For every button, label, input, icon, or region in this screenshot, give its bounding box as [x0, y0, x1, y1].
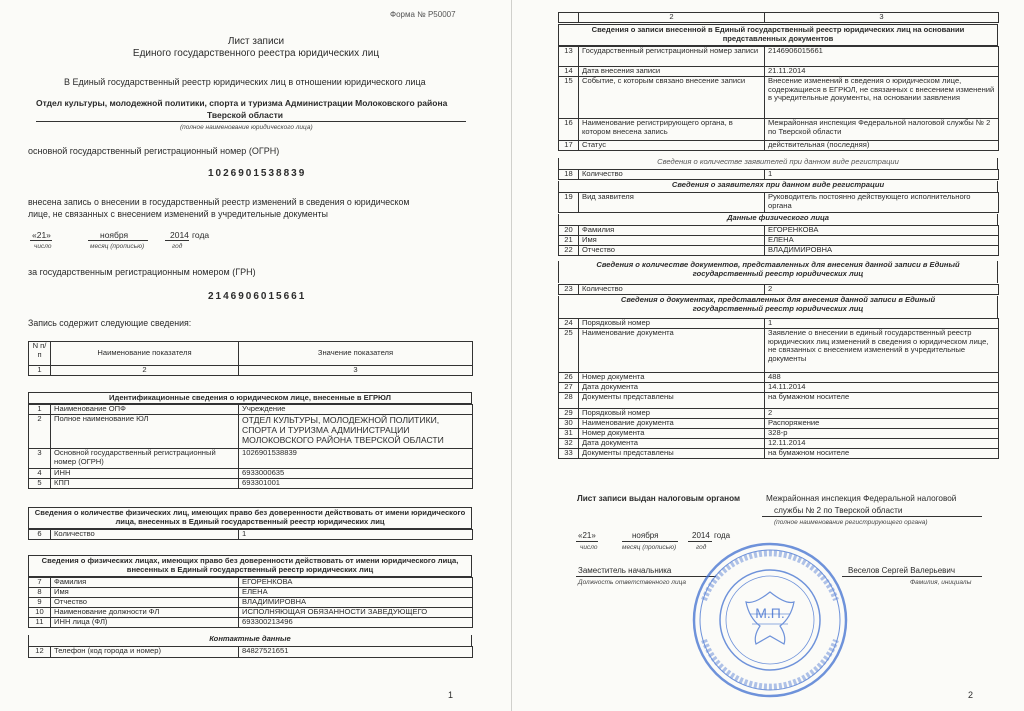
- table-row-value: ЕЛЕНА: [765, 236, 999, 246]
- date-day: «21»: [32, 230, 51, 240]
- table-row-name: Количество: [51, 530, 239, 540]
- table-row-num: 30: [559, 419, 579, 429]
- table-row-num: 12: [29, 647, 51, 658]
- issued-org-underline: [762, 516, 982, 517]
- table-row-value: ЕГОРЕНКОВА: [765, 226, 999, 236]
- table-row-name: Фамилия: [51, 578, 239, 588]
- document-subtitle: Единого государственного реестра юридических лиц: [132, 48, 380, 59]
- table-row-name: Порядковый номер: [579, 409, 765, 419]
- table-row-value: 6933000635: [239, 469, 473, 479]
- rows-e-table: [558, 284, 999, 295]
- table-row-num: 14: [559, 67, 579, 77]
- table-row-name: Наименование ОПФ: [51, 405, 239, 415]
- official-position: Заместитель начальника: [578, 566, 672, 575]
- table-row-num: 1: [29, 405, 51, 415]
- section-applicants: Сведения о заявителях при данном виде регистрации: [558, 181, 998, 192]
- official-name: Веселов Сергей Валерьевич: [848, 566, 956, 575]
- table-row-num: 20: [559, 226, 579, 236]
- table-row-num: 18: [559, 170, 579, 180]
- issued-org-caption: (полное наименование регистрирующего органа): [774, 519, 928, 526]
- table-row-value: 84827521651: [239, 647, 473, 658]
- table-row-value: ЕЛЕНА: [239, 588, 473, 598]
- section-count-applicants: Сведения о количестве заявителей при данном виде регистрации: [558, 158, 998, 169]
- table-row-value: 14.11.2014: [765, 383, 999, 393]
- table-row-name: Дата документа: [579, 439, 765, 449]
- table-row-num: 28: [559, 393, 579, 409]
- table-row-name: ИНН: [51, 469, 239, 479]
- table-row-value: ИСПОЛНЯЮЩАЯ ОБЯЗАННОСТИ ЗАВЕДУЮЩЕГО: [239, 608, 473, 618]
- table-row-name: Документы представлены: [579, 393, 765, 409]
- contains-label: Запись содержит следующие сведения:: [28, 318, 192, 328]
- table-row-value: Распоряжение: [765, 419, 999, 429]
- rows-a-table: [558, 46, 999, 151]
- date-day-caption: число: [34, 243, 52, 250]
- grn-value: 2146906015661: [208, 291, 307, 302]
- col-head-table: [558, 12, 999, 23]
- table-row-num: 24: [559, 319, 579, 329]
- table-row-value: действительная (последняя): [765, 141, 999, 151]
- intro-text: В Единый государственный реестр юридических лиц в отношении юридического лица: [64, 77, 426, 87]
- rows-b-table: [558, 169, 999, 180]
- table-row-num: 7: [29, 578, 51, 588]
- date-day-line: [576, 541, 598, 542]
- date-month-line: [88, 240, 148, 241]
- org-name-line2: Тверской области: [207, 110, 284, 120]
- table-row-value: 2146906015661: [765, 47, 999, 67]
- page-number: 1: [448, 690, 454, 700]
- table-row-value: Межрайонная инспекция Федеральной налоговой службы № 2 по Тверской области: [765, 119, 999, 141]
- table-row-value: ЕГОРЕНКОВА: [239, 578, 473, 588]
- date-day-line: [30, 240, 52, 241]
- table-row-value: 1: [765, 319, 999, 329]
- table-row-name: ИНН лица (ФЛ): [51, 618, 239, 628]
- table-row-name: Отчество: [579, 246, 765, 256]
- official-seal-stamp: [690, 540, 850, 700]
- table-row-name: Фамилия: [579, 226, 765, 236]
- table-row-value: Внесение изменений в сведения о юридическом лице, содержащиеся в ЕГРЮЛ, не связанных с внесением изменений в учредительные документы, на основании заявления: [765, 77, 999, 119]
- table-row-num: 3: [29, 449, 51, 469]
- table-row-value: 1026901538839: [239, 449, 473, 469]
- table-row-num: 31: [559, 429, 579, 439]
- head-table: [28, 341, 473, 376]
- section-person: Данные физического лица: [558, 214, 998, 225]
- table-row-name: Статус: [579, 141, 765, 151]
- table-row-value: ОТДЕЛ КУЛЬТУРЫ, МОЛОДЕЖНОЙ ПОЛИТИКИ, СПОРТА И ТУРИЗМА АДМИНИСТРАЦИИ МОЛОКОВСКОГО РАЙОНА ТВЕРСКОЙ ОБЛАСТИ: [239, 415, 473, 449]
- table-row-num: 33: [559, 449, 579, 459]
- document-title: Лист записи: [227, 36, 285, 47]
- rows-c-table: [558, 192, 999, 213]
- table-row-name: Номер документа: [579, 373, 765, 383]
- issued-org-line1: Межрайонная инспекция Федеральной налоговой: [766, 494, 957, 503]
- table-row-value: 1: [239, 530, 473, 540]
- table-row-value: 693300213496: [239, 618, 473, 628]
- table-row-num: 10: [29, 608, 51, 618]
- section1-title: Идентификационные сведения о юридическом лице, внесенные в ЕГРЮЛ: [28, 392, 472, 404]
- table-row-name: Имя: [579, 236, 765, 246]
- date-year: 2014: [692, 531, 710, 540]
- date-year-caption: год: [172, 243, 183, 250]
- head-col-name: Наименование показателя: [51, 342, 239, 366]
- section3-title: Сведения о физических лицах, имеющих право без доверенности действовать от имени юридического лица, внесенных в Единый государственный реестр юридических лиц: [28, 555, 472, 577]
- table-row-value: Руководитель постоянно действующего исполнительного органа: [765, 193, 999, 213]
- table-row-num: 5: [29, 479, 51, 489]
- table-row-name: Событие, с которым связано внесение записи: [579, 77, 765, 119]
- date-day: «21»: [578, 531, 596, 540]
- page-number: 2: [968, 690, 974, 700]
- date-year-line: [165, 240, 189, 241]
- issued-org-line2: службы № 2 по Тверской области: [774, 506, 903, 515]
- table-row-num: 19: [559, 193, 579, 213]
- head-n2: 2: [51, 366, 239, 376]
- table-row-num: 15: [559, 77, 579, 119]
- table-row-num: 11: [29, 618, 51, 628]
- date-month: ноября: [632, 531, 659, 540]
- table-row-num: 22: [559, 246, 579, 256]
- org-name-caption: (полное наименование юридического лица): [180, 124, 313, 131]
- table-row-num: 26: [559, 373, 579, 383]
- table-row-num: 4: [29, 469, 51, 479]
- table-row-value: 12.11.2014: [765, 439, 999, 449]
- head-col-num: N п/п: [29, 342, 51, 366]
- date-year-suffix: года: [714, 531, 731, 540]
- section2-title: Сведения о количестве физических лиц, имеющих право без доверенности действовать от имени юридического лица, внесенных в Единый государственный реестр юридических лиц: [28, 507, 472, 529]
- ogrn-value: 1026901538839: [208, 168, 307, 179]
- official-name-caption: Фамилия, инициалы: [910, 579, 972, 586]
- form-code: Форма № Р50007: [390, 10, 456, 19]
- table-row-num: 8: [29, 588, 51, 598]
- table-row-value: ВЛАДИМИРОВНА: [239, 598, 473, 608]
- official-name-line: [842, 576, 982, 577]
- date-month: ноября: [100, 230, 129, 240]
- entry-text-line2: лице, не связанных с внесением изменений в учредительные документы: [28, 209, 328, 219]
- issued-label: Лист записи выдан налоговым органом: [577, 494, 741, 503]
- table-row-num: 23: [559, 285, 579, 295]
- table-row-value: 1: [765, 170, 999, 180]
- table-row-name: Наименование документа: [579, 329, 765, 373]
- table-row-name: Порядковый номер: [579, 319, 765, 329]
- date-month-line: [622, 541, 678, 542]
- table-row-num: 29: [559, 409, 579, 419]
- table-row-value: Учреждение: [239, 405, 473, 415]
- org-name-line1: Отдел культуры, молодежной политики, спорта и туризма Администрации Молоковского района: [36, 98, 448, 108]
- table-row-name: Количество: [579, 285, 765, 295]
- table-row-name: Наименование регистрирующего органа, в котором внесена запись: [579, 119, 765, 141]
- table-row-name: Государственный регистрационный номер записи: [579, 47, 765, 67]
- table-row-num: 32: [559, 439, 579, 449]
- table-row-value: 328-р: [765, 429, 999, 439]
- table-row-value: 2: [765, 285, 999, 295]
- section1-table: [28, 404, 473, 489]
- head-n1: 1: [29, 366, 51, 376]
- grn-label: за государственным регистрационным номером (ГРН): [28, 267, 256, 277]
- table-row-num: 16: [559, 119, 579, 141]
- section-docs: Сведения о документах, представленных для внесения данной записи в Единый государственный реестр юридических лиц: [558, 296, 998, 318]
- date-month-caption: месяц (прописью): [90, 243, 145, 250]
- rows-d-table: [558, 225, 999, 256]
- section-doc-count: Сведения о количестве документов, представленных для внесения данной записи в Единый государственный реестр юридических лиц: [558, 261, 998, 283]
- ogrn-label: основной государственный регистрационный номер (ОГРН): [28, 146, 280, 156]
- table-row-value: ВЛАДИМИРОВНА: [765, 246, 999, 256]
- table-row-name: Основной государственный регистрационный номер (ОГРН): [51, 449, 239, 469]
- rows-f-table: [558, 318, 999, 459]
- table-row-name: Наименование документа: [579, 419, 765, 429]
- table-row-name: Телефон (код города и номер): [51, 647, 239, 658]
- table-row-name: Отчество: [51, 598, 239, 608]
- table-row-name: Документы представлены: [579, 449, 765, 459]
- table-row-name: Имя: [51, 588, 239, 598]
- contacts-table: [28, 646, 473, 658]
- official-position-caption: Должность ответственного лица: [578, 579, 686, 586]
- table-row-name: Дата внесения записи: [579, 67, 765, 77]
- table-row-num: 2: [29, 415, 51, 449]
- table-row-value: на бумажном носителе: [765, 449, 999, 459]
- table-row-num: 6: [29, 530, 51, 540]
- contacts-title: Контактные данные: [28, 635, 472, 646]
- date-month-caption: месяц (прописью): [622, 544, 677, 551]
- date-year: 2014: [170, 230, 189, 240]
- date-year-caption: год: [696, 544, 707, 551]
- head-n3: 3: [239, 366, 473, 376]
- table-row-name: Дата документа: [579, 383, 765, 393]
- table-row-value: 488: [765, 373, 999, 383]
- date-year-suffix: года: [192, 230, 210, 240]
- table-row-name: Номер документа: [579, 429, 765, 439]
- section-title-top: Сведения о записи внесенной в Единый государственный реестр юридических лиц на основании представленных документов: [558, 24, 998, 46]
- table-row-name: Полное наименование ЮЛ: [51, 415, 239, 449]
- table-row-name: Количество: [579, 170, 765, 180]
- table-row-value: Заявление о внесении в единый государственный реестр юридических лиц изменений в сведения о юридическом лице, не связанных с внесением изменений в учредительные документы: [765, 329, 999, 373]
- col-head-3: 3: [765, 13, 999, 23]
- table-row-name: КПП: [51, 479, 239, 489]
- table-row-value: 693301001: [239, 479, 473, 489]
- table-row-num: 13: [559, 47, 579, 67]
- seal-icon: [690, 540, 850, 700]
- table-row-num: 21: [559, 236, 579, 246]
- table-row-num: 9: [29, 598, 51, 608]
- entry-text-line1: внесена запись о внесении в государственный реестр изменений в сведения о юридическом: [28, 197, 410, 207]
- table-row-num: 27: [559, 383, 579, 393]
- head-col-value: Значение показателя: [239, 342, 473, 366]
- org-name-underline: [36, 121, 466, 122]
- section2-table: [28, 529, 473, 540]
- table-row-name: Наименование должности ФЛ: [51, 608, 239, 618]
- table-row-value: 2: [765, 409, 999, 419]
- table-row-value: на бумажном носителе: [765, 393, 999, 409]
- date-day-caption: число: [580, 544, 598, 551]
- table-row-value: 21.11.2014: [765, 67, 999, 77]
- stamp-text: М.П.: [755, 605, 785, 621]
- table-row-num: 17: [559, 141, 579, 151]
- section3-table: [28, 577, 473, 628]
- table-row-num: 25: [559, 329, 579, 373]
- table-row-name: Вид заявителя: [579, 193, 765, 213]
- col-head-2: 2: [579, 13, 765, 23]
